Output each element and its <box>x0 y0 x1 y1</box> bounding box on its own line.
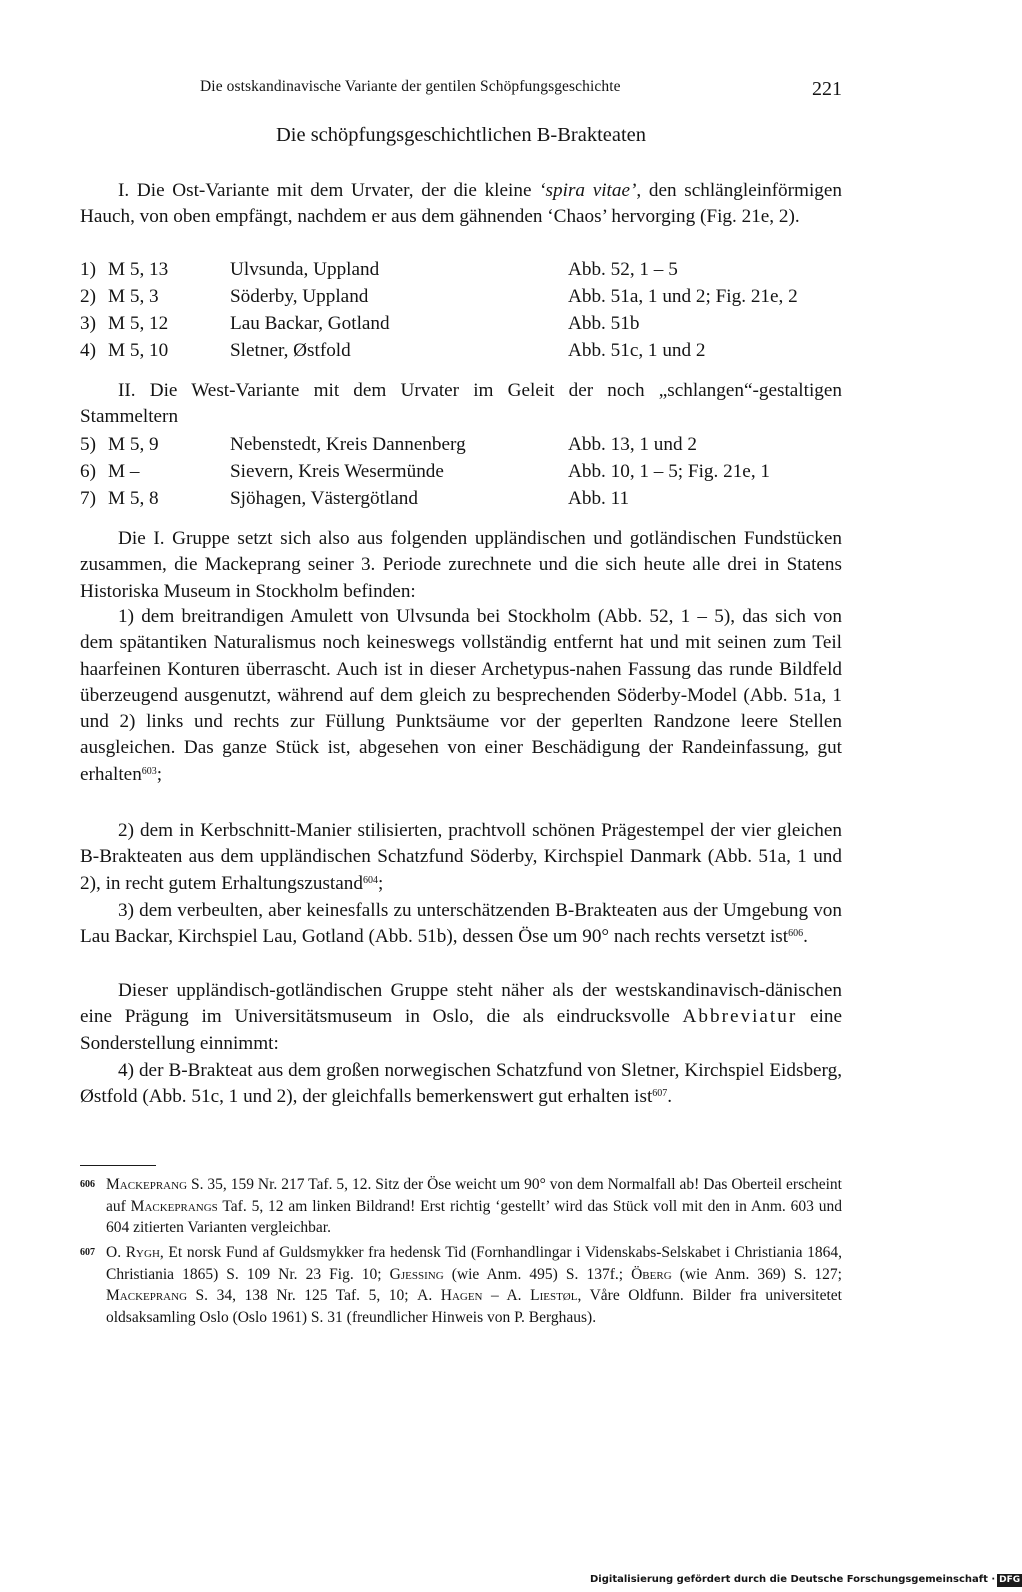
footnote-ref[interactable]: 604 <box>362 874 378 886</box>
footnote-607: O. Rygh, Et norsk Fund af Guldsmykker fra hedensk Tid (Fornhandlingar i Videnskabs-Selskabet i Christiania 1864, Christiania 1865) S. 109 Nr. 23 Fig. 10; Gjessing (wie Anm. 495) S. 137f.; Öberg (wie Anm. 369) S. 127; Mackeprang S. 34, 138 Nr. 125 Taf. 5, 10; A. Hagen – A. Liestøl, Våre Oldfunn. Bilder fra universitetet oldsaksamling Oslo (Oslo 1961) S. 31 (freundlicher Hinweis von P. Berghaus). <box>106 1244 842 1326</box>
footnote-ref[interactable]: 607 <box>652 1088 668 1100</box>
table-row: 7) M 5, 8 Sjöhagen, Västergötland Abb. 11 <box>80 488 630 509</box>
footnote-rule <box>80 1165 156 1166</box>
footnote-ref[interactable]: 603 <box>141 765 157 777</box>
paragraph: 1) dem breitrandigen Amulett von Ulvsunda bei Stockholm (Abb. 52, 1 – 5), das sich von dem spätantiken Naturalismus noch keineswegs vollständig entfernt hat und mit seinen zum Teil haarfeinen Konturen überrascht. Auch ist in dieser Archetypus-nahen Fassung das runde Bildfeld überzeugend ausgenutzt, während auf dem gleich zu besprechenden Söderby-Model (Abb. 51a, 1 und 2) links und rechts zur Füllung Punktsäume vor der geperlten Randzone leere Stellen ausgleichen. Das ganze Stück ist, abgesehen von einer Beschädigung der Randeinfassung, gut erhalten$^{603}$; <box>80 606 842 785</box>
table-row: 2) M 5, 3 Söderby, Uppland Abb. 51a, 1 und 2; Fig. 21e, 2 <box>80 286 798 307</box>
group1-intro: I. Die Ost-Variante mit dem Urvater, der die kleine ‘spira vitae’, den schlängleinförmigen Hauch, von oben empfängt, nachdem er aus dem gähnenden ‘Chaos’ hervorging (Fig. 21e, 2). <box>80 180 842 228</box>
section-title: Die schöpfungsgeschichtlichen B-Brakteaten <box>275 124 647 146</box>
paragraph: 4) der B-Brakteat aus dem großen norwegischen Schatzfund von Sletner, Kirchspiel Eidsberg, Østfold (Abb. 51c, 1 und 2), der gleichfalls bemerkenswert gut erhalten ist$^{607}$. <box>80 1060 842 1108</box>
spaced-term: Abbreviatur <box>682 1006 798 1028</box>
paragraph: 3) dem verbeulten, aber keinesfalls zu unterschätzenden B-Brakteaten aus der Umgebung von Lau Backar, Kirchspiel Lau, Gotland (Abb. 51b), dessen Öse um 90° nach rechts versetzt ist$^{606}$. <box>80 900 842 948</box>
footnote-mark: 607 <box>80 1247 95 1258</box>
paragraph: Die I. Gruppe setzt sich also aus folgenden uppländischen und gotländischen Fundstücken zusammen, die Mackeprang seiner 3. Periode zurechnete und die sich heute alle drei in Statens Historiska Museum in Stockholm befinden: <box>80 528 842 602</box>
group2-intro: II. Die West-Variante mit dem Urvater im Geleit der noch „schlangen“-gestaltigen Stammeltern <box>80 380 842 428</box>
spira-vitae-term: ‘spira vitae’ <box>539 180 637 201</box>
table-row: 4) M 5, 10 Sletner, Østfold Abb. 51c, 1 und 2 <box>80 340 706 361</box>
paragraph: 2) dem in Kerbschnitt-Manier stilisierten, prachtvoll schönen Prägestempel der vier gleichen B-Brakteaten aus dem uppländischen Schatzfund Söderby, Kirchspiel Danmark (Abb. 51a, 1 und 2), in recht gutem Erhaltungszustand$^{604}$; <box>80 820 842 894</box>
footnote-ref[interactable]: 606 <box>788 928 804 940</box>
table-row: 5) M 5, 9 Nebenstedt, Kreis Dannenberg Abb. 13, 1 und 2 <box>80 434 697 455</box>
paragraph: Dieser uppländisch-gotländischen Gruppe steht näher als der westskandinavisch-dänischen eine Prägung im Universitätsmuseum in Oslo, die als eindrucksvolle Abbreviatur eine Sonderstellung einnimmt: <box>80 980 842 1054</box>
running-head: Die ostskandinavische Variante der gentilen Schöpfungsgeschichte <box>200 78 621 95</box>
table-row: 6) M – Sievern, Kreis Wesermünde Abb. 10, 1 – 5; Fig. 21e, 1 <box>80 461 771 482</box>
table-row: 3) M 5, 12 Lau Backar, Gotland Abb. 51b <box>80 313 640 334</box>
page-number: 221 <box>812 78 842 100</box>
table-row: 1) M 5, 13 Ulvsunda, Uppland Abb. 52, 1 – 5 <box>80 259 678 280</box>
footnote-mark: 606 <box>80 1179 95 1190</box>
dfg-logo: DFG <box>999 1575 1021 1585</box>
footnote-606: Mackeprang S. 35, 159 Nr. 217 Taf. 5, 12. Sitz der Öse weicht um 90° von dem Normalfall ab! Das Oberteil erscheint auf Mackeprangs Taf. 5, 12 am linken Bildrand! Erst richtig ‘gestellt’ wird das Stück voll mit den in Anm. 603 und 604 zitierten Varianten vergleichbar. <box>106 1176 843 1236</box>
digitization-credit: Digitalisierung gefördert durch die Deutsche Forschungsgemeinschaft · DFG <box>590 1574 1021 1585</box>
